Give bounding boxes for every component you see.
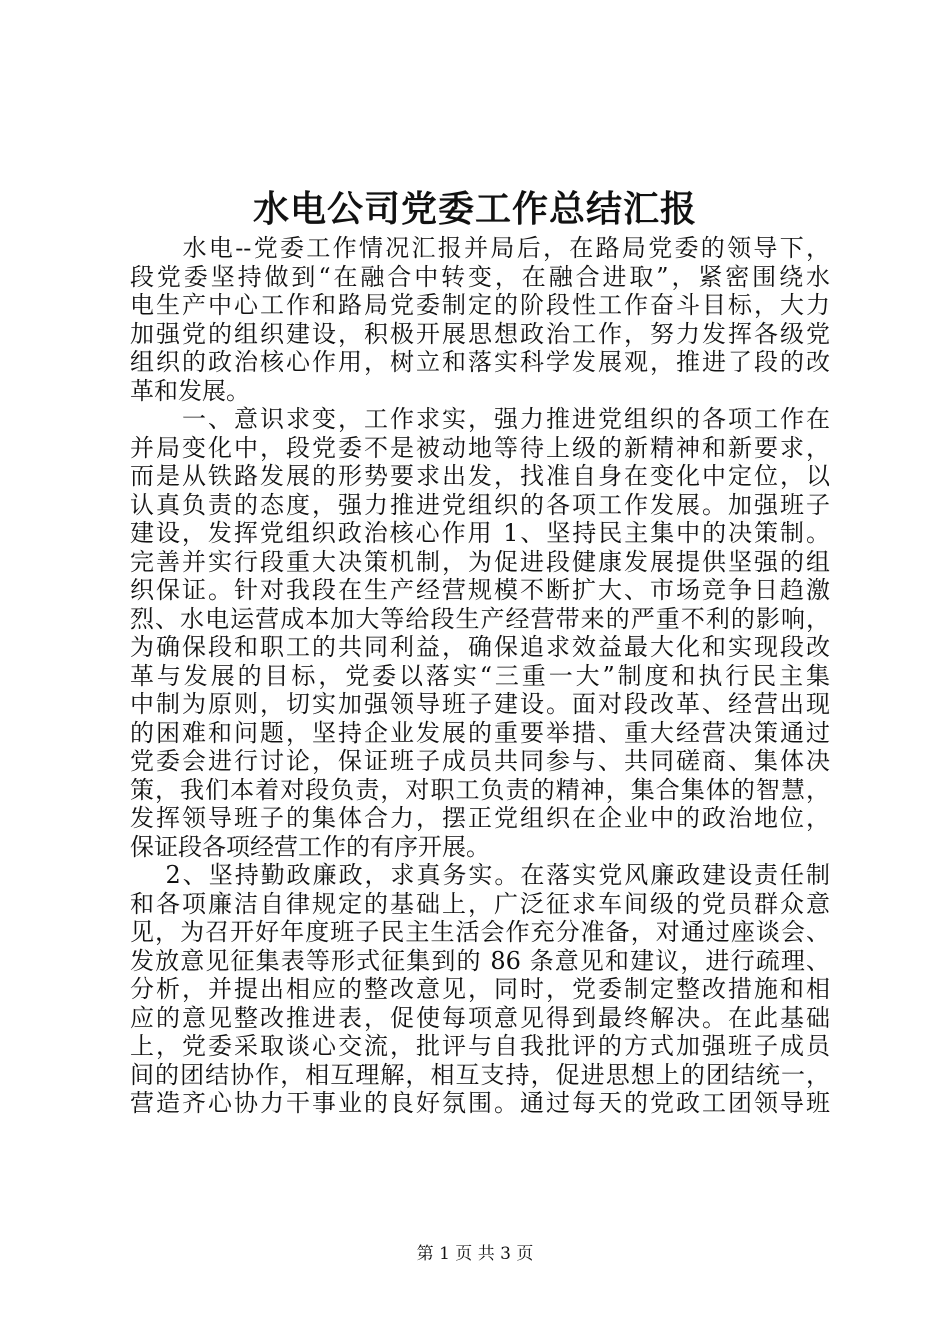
text-line: 2、坚持勤政廉政，求真务实。在落实党风廉政建设责任制: [130, 861, 830, 889]
text-line: 织保证。针对我段在生产经营规模不断扩大、市场竞争日趋激: [130, 576, 830, 604]
text-line: 间的团结协作，相互理解，相互支持，促进思想上的团结统一，: [130, 1060, 830, 1089]
text-line: 并局变化中，段党委不是被动地等待上级的新精神和新要求，: [130, 433, 830, 462]
text-line: 中制为原则，切实加强领导班子建设。面对段改革、经营出现: [130, 690, 830, 718]
text-line: 革和发展。: [130, 376, 250, 405]
text-line: 而是从铁路发展的形势要求出发，找准自身在变化中定位，以: [130, 462, 830, 490]
text-line: 烈、水电运营成本加大等给段生产经营带来的严重不利的影响，: [130, 604, 830, 633]
text-line: 一、意识求变，工作求实，强力推进党组织的各项工作在: [130, 405, 830, 433]
text-line: 加强党的组织建设，积极开展思想政治工作，努力发挥各级党: [130, 319, 830, 348]
text-line: 革与发展的目标，党委以落实“三重一大”制度和执行民主集: [130, 661, 830, 690]
text-line: 保证段各项经营工作的有序开展。: [130, 832, 490, 861]
text-line: 应的意见整改推进表，促使每项意见得到最终解决。在此基础: [130, 1003, 830, 1032]
text-line: 的困难和问题，坚持企业发展的重要举措、重大经营决策通过: [130, 718, 830, 747]
text-line: 为确保段和职工的共同利益，确保追求效益最大化和实现段改: [130, 633, 830, 661]
document-title: 水电公司党委工作总结汇报: [252, 188, 697, 230]
text-line: 发放意见征集表等形式征集到的 86 条意见和建议，进行疏理、: [130, 946, 830, 975]
text-line: 和各项廉洁自律规定的基础上，广泛征求车间级的党员群众意: [130, 889, 830, 918]
text-line: 上，党委采取谈心交流，批评与自我批评的方式加强班子成员: [130, 1032, 830, 1060]
text-line: 电生产中心工作和路局党委制定的阶段性工作奋斗目标，大力: [130, 291, 830, 319]
text-line: 策，我们本着对段负责，对职工负责的精神，集合集体的智慧，: [130, 775, 830, 804]
text-line: 营造齐心协力干事业的良好氛围。通过每天的党政工团领导班: [130, 1089, 830, 1117]
text-line: 完善并实行段重大决策机制，为促进段健康发展提供坚强的组: [130, 547, 830, 576]
text-line: 认真负责的态度，强力推进党组织的各项工作发展。加强班子: [130, 490, 830, 519]
text-line: 水电--党委工作情况汇报并局后，在路局党委的领导下，: [130, 234, 830, 262]
text-line: 发挥领导班子的集体合力，摆正党组织在企业中的政治地位，: [130, 804, 830, 832]
text-line: 分析，并提出相应的整改意见，同时，党委制定整改措施和相: [130, 975, 830, 1003]
text-line: 段党委坚持做到“在融合中转变，在融合进取”，紧密围绕水: [130, 262, 830, 291]
document-body: [130, 234, 830, 1118]
text-line: 建设，发挥党组织政治核心作用 1、坚持民主集中的决策制。: [130, 519, 830, 547]
text-line: 见，为召开好年度班子民主生活会作充分准备，对通过座谈会、: [130, 918, 830, 946]
text-line: 党委会进行讨论，保证班子成员共同参与、共同磋商、集体决: [130, 747, 830, 775]
page-footer: 第 1 页 共 3 页: [416, 1244, 534, 1264]
text-line: 组织的政治核心作用，树立和落实科学发展观，推进了段的改: [130, 348, 830, 376]
